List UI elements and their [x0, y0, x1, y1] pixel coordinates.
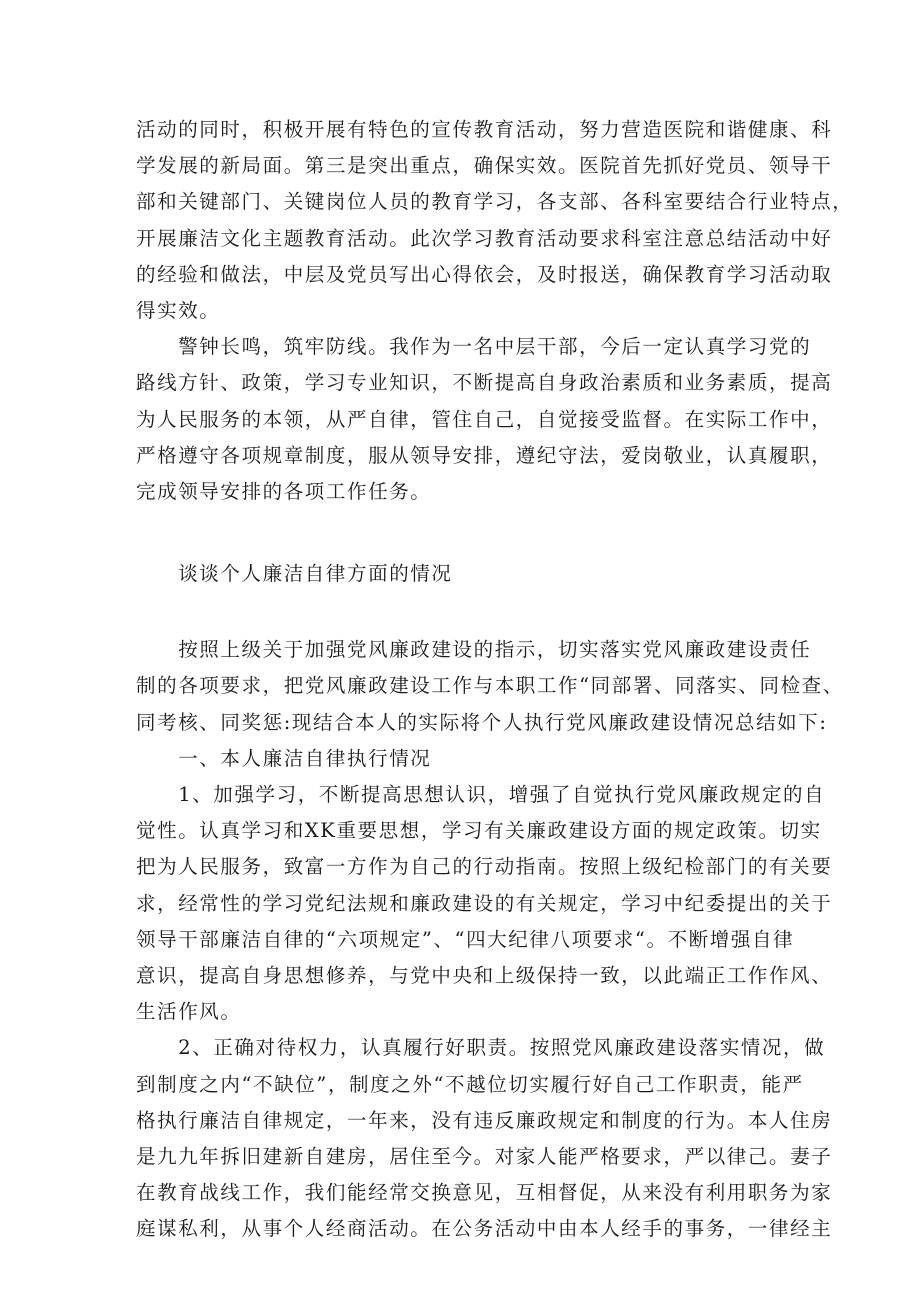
- paragraph-alarm: [136, 329, 833, 510]
- text-line: 生活作风。: [136, 1000, 242, 1024]
- section-title: 谈谈个人廉洁自律方面的情况: [136, 562, 453, 586]
- paragraph-intro: [136, 632, 844, 741]
- text-line: 严格遵守各项规章制度，服从领导安排，遵纪守法，爱岗敬业，认真履职，: [136, 443, 833, 467]
- document-page: [136, 112, 854, 1247]
- text-line: 部和关键部门、关键岗位人员的教育学习，各支部、各科室要结合行业特点，: [136, 190, 854, 214]
- paragraph-continued: [136, 112, 854, 329]
- text-line: 格执行廉洁自律规定，一年来，没有违反廉政规定和制度的行为。本人住房: [136, 1108, 833, 1132]
- text-line: 庭谋私利，从事个人经商活动。在公务活动中由本人经手的事务，一律经主: [136, 1217, 833, 1241]
- text-line: 路线方针、政策，学习专业知识，不断提高自身政治素质和业务素质，提高: [136, 371, 833, 395]
- text-line: 为人民服务的本领，从严自律，管住自己，自觉接受监督。在实际工作中，: [136, 407, 833, 431]
- text-line: 完成领导安排的各项工作任务。: [136, 479, 432, 503]
- text-line: 的经验和做法，中层及党员写出心得依会，及时报送，确保教育学习活动取: [136, 262, 833, 286]
- text-line: 按照上级关于加强党风廉政建设的指示，切实落实党风廉政建设责任: [136, 638, 812, 662]
- text-line: 把为人民服务，致富一方作为自己的行动指南。按照上级纪检部门的有关要: [136, 855, 833, 879]
- text-line: 学发展的新局面。第三是突出重点，确保实效。医院首先抓好党员、领导干: [136, 154, 833, 178]
- text-line: 同考核、同奖惩:现结合本人的实际将个人执行党风廉政建设情况总结如下:: [136, 710, 828, 734]
- text-line: 到制度之内“不缺位”，制度之外“不越位切实履行好自己工作职责，能严: [136, 1072, 804, 1096]
- text-line: 觉性。认真学习和XK重要思想，学习有关廉政建设方面的规定政策。切实: [136, 819, 822, 843]
- text-line: 得实效。: [136, 298, 221, 322]
- text-line: 领导干部廉洁自律的“六项规定”、“四大纪律八项要求“。不断增强自律: [136, 927, 795, 951]
- text-line: 2、正确对待权力，认真履行好职责。按照党风廉政建设落实情况，做: [136, 1036, 826, 1060]
- text-line: 是九九年拆旧建新自建房，居住至今。对家人能严格要求，严以律己。妻子: [136, 1144, 833, 1168]
- text-line: 1、加强学习，不断提高思想认识，增强了自觉执行党风廉政规定的自: [136, 783, 826, 806]
- text-line: 在教育战线工作，我们能经常交换意见，互相督促，从来没有利用职务为家: [136, 1181, 833, 1205]
- spacer: [136, 510, 796, 556]
- text-line: 开展廉洁文化主题教育活动。此次学习教育活动要求科室注意总结活动中好: [136, 226, 833, 250]
- spacer: [136, 592, 796, 632]
- heading-one: 一、本人廉洁自律执行情况: [136, 746, 432, 770]
- item-two: [136, 1030, 833, 1247]
- text-line: 制的各项要求，把党风廉政建设工作与本职工作“同部署、同落实、同检查、: [136, 674, 844, 698]
- text-line: 警钟长鸣，筑牢防线。我作为一名中层干部，今后一定认真学习党的: [136, 335, 812, 359]
- text-line: 活动的同时，积极开展有特色的宣传教育活动，努力营造医院和谐健康、科: [136, 118, 833, 141]
- item-one: [136, 777, 833, 1030]
- text-line: 求，经常性的学习党纪法规和廉政建设的有关规定，学习中纪委提出的关于: [136, 891, 833, 915]
- text-line: 意识，提高自身思想修养，与党中央和上级保持一致，以此端正工作作风、: [136, 963, 833, 987]
